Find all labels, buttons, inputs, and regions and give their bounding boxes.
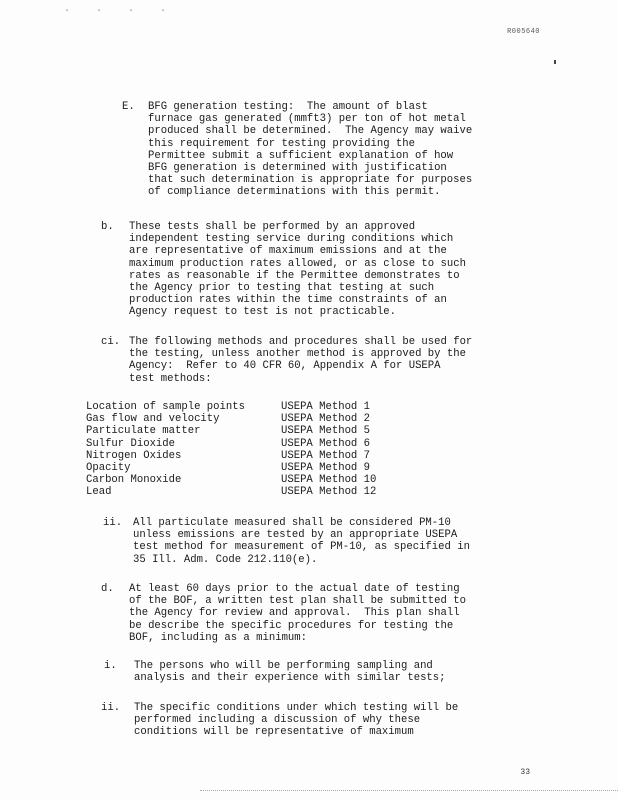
method-parameter: Location of sample points bbox=[86, 401, 245, 413]
document-id: R005640 bbox=[507, 28, 540, 36]
method-parameter: Lead bbox=[86, 486, 112, 499]
section-cii-text: All particulate measured shall be considered PM-10 unless emissions are tested by an appropriate USEPA test method for measurement of PM-10, as specified in 35 Ill. Adm. Code 212.110(e). bbox=[133, 517, 470, 566]
section-e-text: BFG generation testing: The amount of blast furnace gas generated (mmft3) per ton of hot metal produced shall be determined. The Agency may waive this requirement for testing providing the Permittee submit a sufficient explanation of how BFG generation is determined with justification that such determination is appropriate for purposes of compliance determinations with this permit. bbox=[148, 101, 473, 199]
table-row bbox=[86, 401, 376, 413]
method-parameter: Carbon Monoxide bbox=[86, 474, 182, 487]
table-row bbox=[86, 462, 376, 474]
table-row bbox=[86, 450, 376, 462]
section-b-text: These tests shall be performed by an approved independent testing service during conditions which are representative of maximum emissions and at the maximum production rates allowed, or as close to such rates as reasonable if the Permittee demonstrates to the Agency prior to testing that testing at such production rates within the time constraints of an Agency request to test is not practicable. bbox=[129, 221, 466, 319]
scan-edge bbox=[200, 790, 618, 792]
section-di-label: i. bbox=[104, 660, 117, 672]
method-parameter: Opacity bbox=[86, 462, 131, 475]
section-d-label: d. bbox=[101, 583, 114, 595]
table-row bbox=[86, 413, 376, 425]
method-parameter: Nitrogen Oxides bbox=[86, 449, 182, 462]
table-row bbox=[86, 425, 376, 437]
method-parameter: Particulate matter bbox=[86, 425, 201, 438]
scan-marks: . . . . bbox=[64, 4, 177, 15]
scan-artifact bbox=[554, 60, 556, 64]
method-parameter: Gas flow and velocity bbox=[86, 413, 220, 426]
section-di-text: The persons who will be performing sampling and analysis and their experience with similar tests; bbox=[134, 660, 446, 685]
table-row bbox=[86, 474, 376, 486]
page-number: 33 bbox=[520, 768, 530, 777]
method-reference: USEPA Method 12 bbox=[281, 486, 377, 499]
section-e-label: E. bbox=[122, 101, 135, 113]
section-d-text: At least 60 days prior to the actual date of testing of the BOF, a written test plan shall be submitted to the Agency for review and approval. This plan shall be describe the specific procedures for testing the BOF, including as a minimum: bbox=[129, 583, 466, 644]
test-methods-table bbox=[86, 401, 376, 499]
method-reference: USEPA Method 2 bbox=[281, 413, 371, 426]
method-reference: USEPA Method 9 bbox=[281, 462, 371, 475]
section-ci-label: ci. bbox=[101, 336, 121, 348]
method-reference: USEPA Method 6 bbox=[281, 437, 371, 450]
table-row bbox=[86, 438, 376, 450]
method-reference: USEPA Method 5 bbox=[281, 425, 371, 438]
table-row bbox=[86, 486, 376, 498]
method-reference: USEPA Method 1 bbox=[281, 401, 371, 413]
method-reference: USEPA Method 7 bbox=[281, 449, 371, 462]
method-parameter: Sulfur Dioxide bbox=[86, 437, 176, 450]
section-dii-label: ii. bbox=[101, 702, 121, 714]
section-b-label: b. bbox=[101, 221, 114, 233]
method-reference: USEPA Method 10 bbox=[281, 474, 377, 487]
section-ci-text: The following methods and procedures shall be used for the testing, unless another method is approved by the Agency: Refer to 40 CFR 60, Appendix A for USEPA test methods: bbox=[129, 336, 473, 385]
section-dii-text: The specific conditions under which testing will be performed including a discussion of why these conditions will be representative of maximum bbox=[134, 702, 459, 739]
section-cii-label: ii. bbox=[103, 517, 123, 529]
